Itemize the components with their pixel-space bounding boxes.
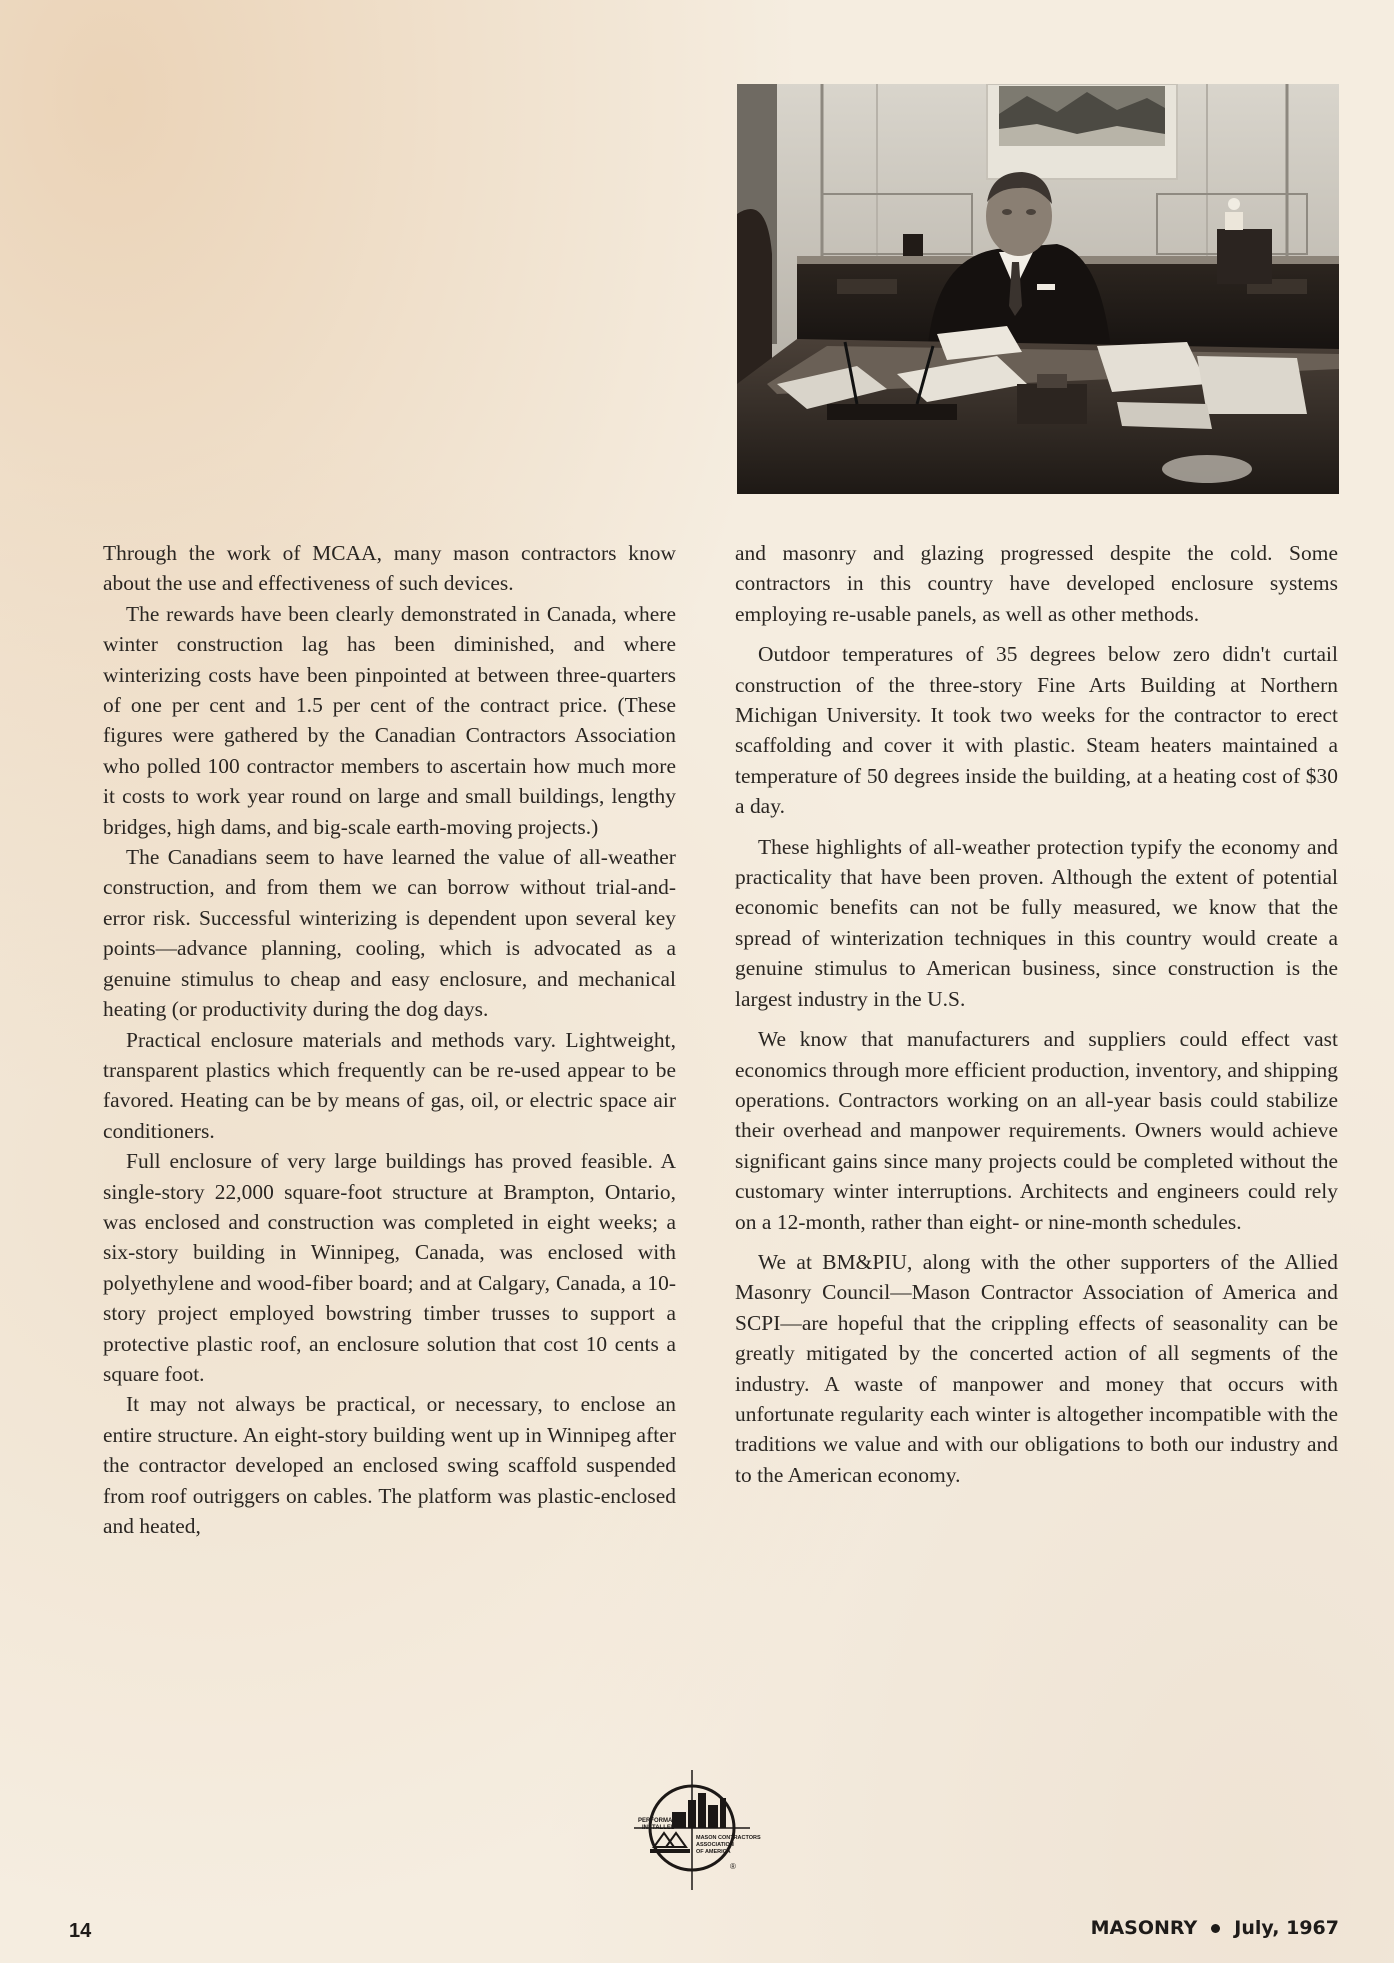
paragraph: We at BM&PIU, along with the other supporters of the Allied Masonry Council—Mason Contractor Association of America and SCPI—are hopeful that the crippling effects of seasonality can be greatly mitigated by the concerted action of all segments of the industry. A waste of manpower and money that occurs with unfortunate regularity each winter is altogether incompatible with the traditions we value and with our obligations to both our industry and to the American economy. [735,1249,1338,1487]
bullet-icon [1211,1924,1220,1933]
mcaa-seal-icon [630,1765,780,1895]
article-left-column [103,538,676,1541]
seal-text-right: MASON CONTRACTORS [696,1835,761,1841]
paragraph: It may not always be practical, or necessary, to enclose an entire structure. An eight-story building went up in Winnipeg after the contractor developed an enclosed swing scaffold suspended from roof outriggers on cables. The platform was plastic-enclosed and heated, [103,1392,676,1538]
office-photo-icon [737,84,1339,494]
paragraph: We know that manufacturers and suppliers could effect vast economics through more efficient production, inventory, and shipping operations. Contractors working on an all-year basis could stabilize their overhead and manpower requirements. Owners would achieve significant gains since many projects could be completed without the customary winter interruptions. Architects and engineers could rely on a 12-month, rather than eight- or nine-month schedules. [735,1027,1338,1234]
paragraph: These highlights of all-weather protection typify the economy and practicality that have been proven. Although the extent of potential economic benefits can not be fully measured, we know that the spread of winterization techniques in this country would create a genuine stimulus to American business, since construction is the largest industry in the U.S. [735,834,1338,1011]
paragraph: and masonry and glazing progressed despite the cold. Some contractors in this country have developed enclosure systems employing re-usable panels, as well as other methods. [735,541,1338,626]
paragraph: The Canadians seem to have learned the value of all-weather construction, and from them we can borrow without trial-and-error risk. Successful winterizing is dependent upon several key points—advance planning, cooling, which is advocated as a genuine stimulus to cheap and easy enclosure, and mechanical heating (or productivity during the dog days. [103,845,676,1022]
paragraph: Through the work of MCAA, many mason contractors know about the use and effectiveness of such devices. [103,541,676,596]
page-number: 14 [69,1920,92,1942]
article-right-column [735,538,1338,1490]
svg-text:INSTALLED: INSTALLED [642,1825,676,1831]
paragraph: The rewards have been clearly demonstrated in Canada, where winter construction lag has been diminished, and where winterizing costs have been pinpointed at between three-quarters of one per cent and 1.5 per cent of the contract price. (These figures were gathered by the Canadian Contractors Association who polled 100 contractor members to ascertain how much more it costs to work year round on large and small buildings, lengthy bridges, high dams, and big-scale earth-moving projects.) [103,601,676,839]
issue-date: July, 1967 [1234,1917,1339,1939]
registered-mark: ® [730,1862,736,1871]
running-footer [1091,1917,1339,1939]
paragraph: Practical enclosure materials and methods vary. Lightweight, transparent plastics which frequently can be re-used appear to be favored. Heating can be by means of gas, oil, or electric space air conditioners. [103,1027,676,1143]
paragraph: Full enclosure of very large buildings has proved feasible. A single-story 22,000 square-foot structure at Brampton, Ontario, was enclosed and construction was completed in eight weeks; a six-story building in Winnipeg, Canada, was enclosed with polyethylene and wood-fiber board; and at Calgary, Canada, a 10-story project employed bowstring timber trusses to support a protective plastic roof, an enclosure solution that cost 10 cents a square foot. [103,1149,676,1386]
svg-text:OF AMERICA: OF AMERICA [696,1849,731,1855]
magazine-name: MASONRY [1090,1917,1198,1939]
paragraph: Outdoor temperatures of 35 degrees below zero didn't curtail construction of the three-story Fine Arts Building at Northern Michigan University. It took two weeks for the contractor to erect scaffolding and cover it with plastic. Steam heaters maintained a temperature of 50 degrees inside the building, at a heating cost of $30 a day. [735,642,1338,819]
office-photo [737,84,1339,494]
seal-text-left: PERFORMANCE [638,1818,686,1824]
svg-text:ASSOCIATION: ASSOCIATION [696,1842,734,1848]
